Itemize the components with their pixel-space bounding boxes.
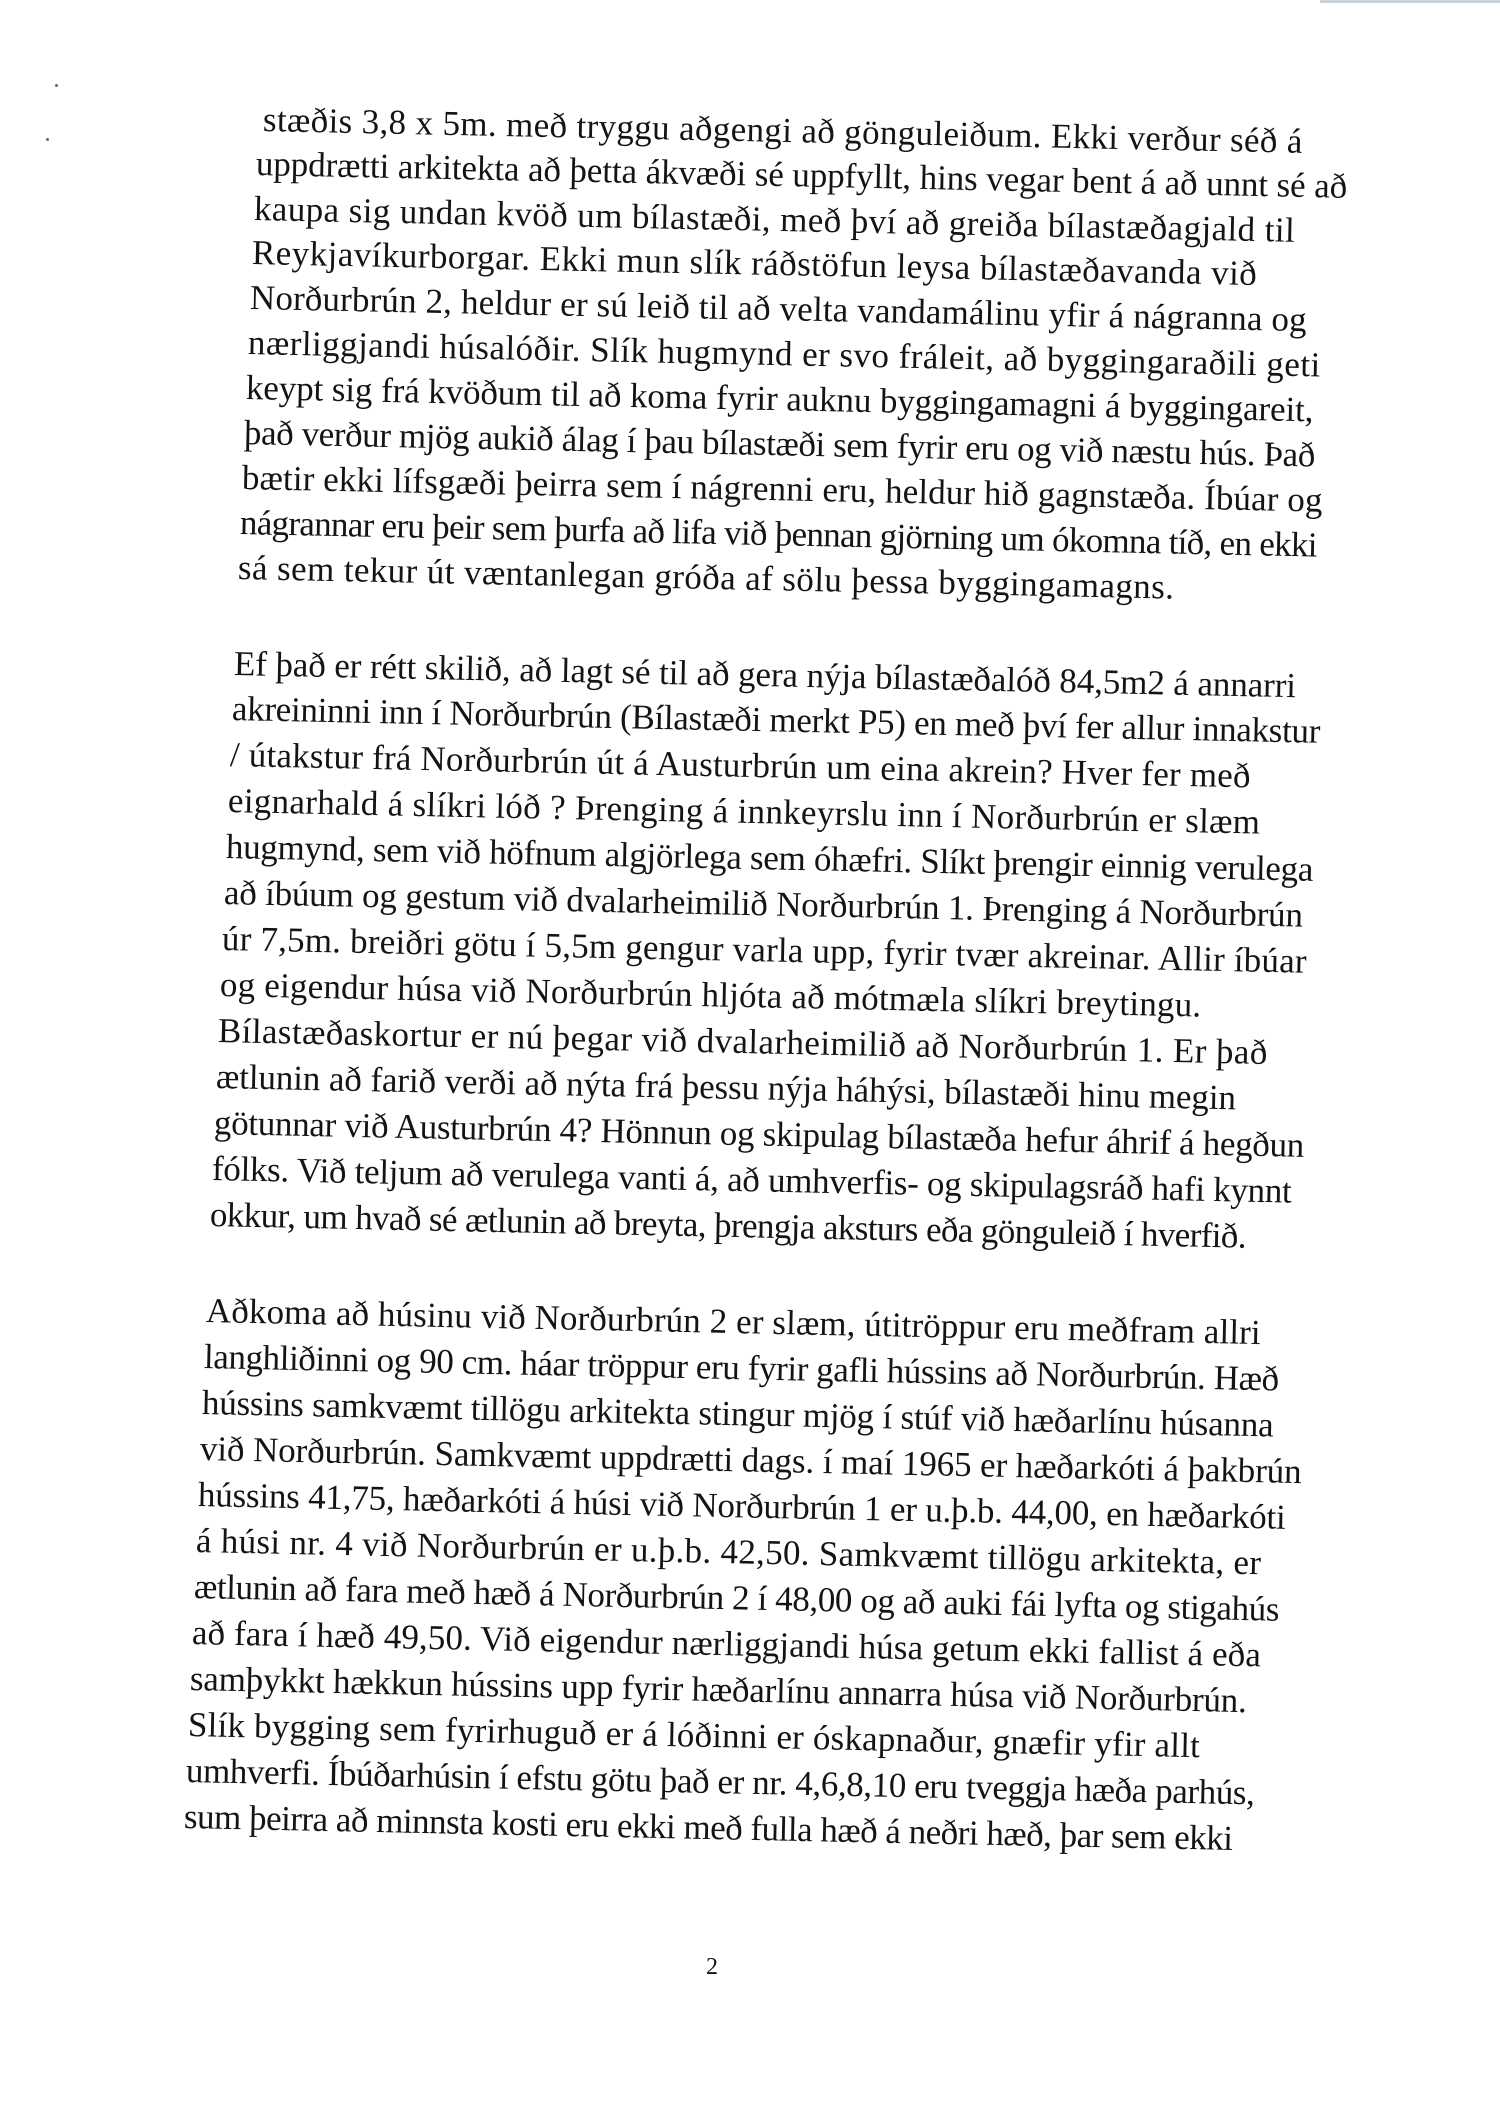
text-line: eignarhald á slíkri lóð ? Þrenging á innkeyrslu inn í Norðurbrún er slæm — [227, 781, 1261, 842]
text-line: Ef það er rétt skilið, að lagt sé til að gera nýja bílastæðalóð 84,5m2 á annarri — [233, 644, 1297, 706]
text-line: við Norðurbrún. Samkvæmt uppdrætti dags. í maí 1965 er hæðarkóti á þakbrún — [199, 1429, 1302, 1492]
scan-border — [1320, 0, 1500, 3]
text-line: sum þeirra að minnsta kosti eru ekki með fulla hæð á neðri hæð, þar sem ekki — [183, 1797, 1233, 1858]
text-line: Aðkoma að húsinu við Norðurbrún 2 er slæm, útitröppur eru meðfram allri — [205, 1291, 1262, 1353]
text-line: keypt sig frá kvöðum til að koma fyrir auknu byggingamagni á byggingareit, — [245, 368, 1314, 430]
text-line: umhverfi. Íbúðarhúsin í efstu götu það er nr. 4,6,8,10 eru tveggja hæða parhús, — [185, 1751, 1255, 1813]
text-line: samþykkt hækkun hússins upp fyrir hæðarlínu annarra húsa við Norðurbrún. — [189, 1659, 1248, 1721]
text-line: stæðis 3,8 x 5m. með tryggu aðgengi að gönguleiðum. Ekki verður séð á — [262, 100, 1304, 161]
text-line: bætir ekki lífsgæði þeirra sem í nágrenni eru, heldur hið gagnstæða. Íbúar og — [241, 458, 1323, 520]
text-line: ætlunin að fara með hæð á Norðurbrún 2 í 48,00 og að auki fái lyfta og stigahús — [193, 1567, 1280, 1629]
text-line: nærliggjandi húsalóðir. Slík hugmynd er svo fráleit, að byggingaraðili geti — [247, 323, 1322, 385]
text-line: hússins 41,75, hæðarkóti á húsi við Norðurbrún 1 er u.þ.b. 44,00, en hæðarkóti — [197, 1475, 1286, 1537]
text-line: ætlunin að farið verði að nýta frá þessu nýja háhýsi, bílastæði hinu megin — [215, 1057, 1237, 1118]
text-line: það verður mjög aukið álag í þau bílastæði sem fyrir eru og við næstu hús. Það — [243, 413, 1316, 475]
text-line: Reykjavíkurborgar. Ekki mun slík ráðstöfun leysa bílastæðavanda við — [251, 233, 1258, 294]
text-line: Norðurbrún 2, heldur er sú leið til að velta vandamálinu yfir á nágranna og — [249, 278, 1308, 340]
text-line: langhliðinni og 90 cm. háar tröppur eru fyrir gafli hússins að Norðurbrún. Hæð — [203, 1337, 1280, 1399]
text-line: uppdrætti arkitekta að þetta ákvæði sé uppfyllt, hins vegar bent á að unnt sé að — [255, 144, 1348, 206]
text-line: okkur, um hvað sé ætlunin að breyta, þrengja aksturs eða gönguleið í hverfið. — [209, 1195, 1247, 1256]
text-line: nágrannar eru þeir sem þurfa að lifa við þennan gjörning um ókomna tíð, en ekki — [239, 503, 1318, 565]
text-line: úr 7,5m. breiðri götu í 5,5m gengur varla upp, fyrir tvær akreinar. Allir íbúar — [221, 919, 1308, 981]
text-line: / útakstur frá Norðurbrún út á Austurbrún um eina akrein? Hver fer með — [229, 735, 1252, 796]
text-line: kaupa sig undan kvöð um bílastæði, með því að greiða bílastæðagjald til — [253, 189, 1296, 250]
text-line: að íbúum og gestum við dvalarheimilið Norðurbrún 1. Þrenging á Norðurbrún — [223, 873, 1304, 935]
scan-speck — [55, 84, 58, 87]
page-number: 2 — [706, 1954, 718, 1980]
text-line: akreininni inn í Norðurbrún (Bílastæði merkt P5) en með því fer allur innakstur — [231, 689, 1321, 751]
text-line: fólks. Við teljum að verulega vanti á, að umhverfis- og skipulagsráð hafi kynnt — [211, 1149, 1292, 1211]
text-line: hússins samkvæmt tillögu arkitekta stingur mjög í stúf við hæðarlínu húsanna — [201, 1383, 1274, 1445]
text-line: og eigendur húsa við Norðurbrún hljóta að mótmæla slíkri breytingu. — [219, 965, 1202, 1025]
text-line: hugmynd, sem við höfnum algjörlega sem óhæfri. Slíkt þrengir einnig verulega — [225, 827, 1314, 889]
text-line: að fara í hæð 49,50. Við eigendur nærliggjandi húsa getum ekki fallist á eða — [191, 1613, 1262, 1675]
text-line: Bílastæðaskortur er nú þegar við dvalarheimilið að Norðurbrún 1. Er það — [217, 1011, 1269, 1072]
scan-speck — [46, 138, 49, 141]
text-line: á húsi nr. 4 við Norðurbrún er u.þ.b. 42,50. Samkvæmt tillögu arkitekta, er — [195, 1521, 1262, 1583]
text-line: götunnar við Austurbrún 4? Hönnun og skipulag bílastæða hefur áhrif á hegðun — [213, 1103, 1305, 1165]
text-line: sá sem tekur út væntanlegan gróða af sölu þessa byggingamagns. — [237, 548, 1175, 607]
text-line: Slík bygging sem fyrirhuguð er á lóðinni er óskapnaður, gnæfir yfir allt — [187, 1705, 1201, 1766]
